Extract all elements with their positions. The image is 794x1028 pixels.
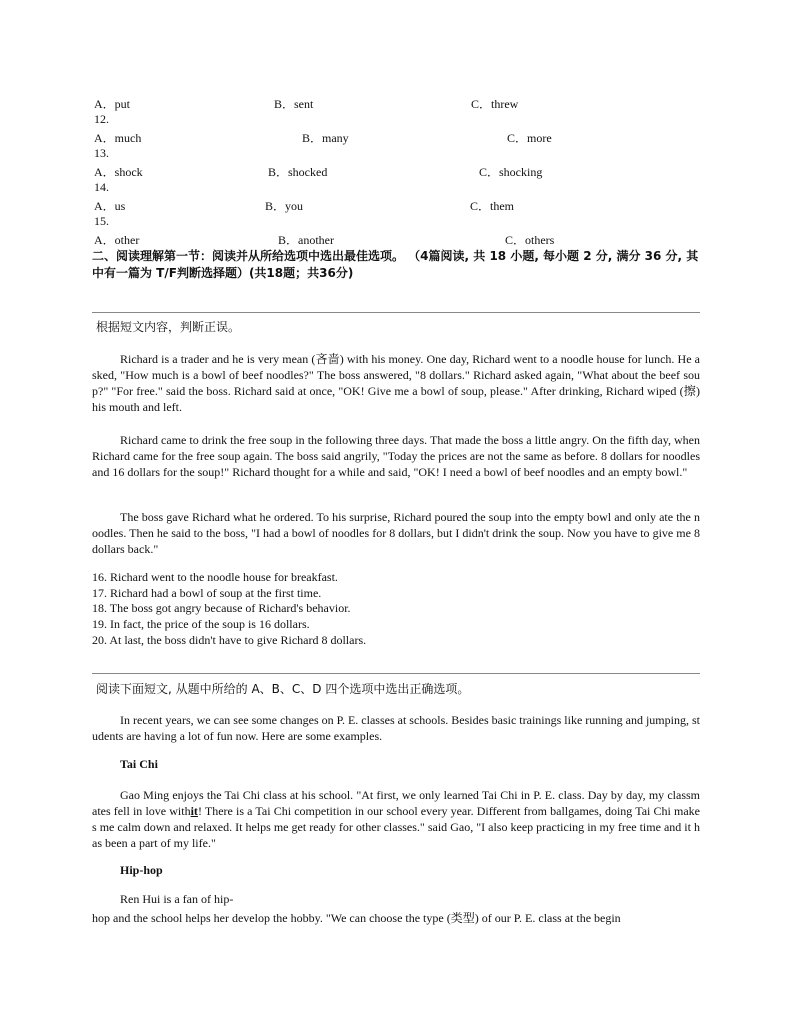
option-a: A．much (94, 131, 142, 145)
passage2-hiphop-line1: Ren Hui is a fan of hip- (120, 892, 234, 906)
section-heading: 二、阅读理解第一节：阅读并从所给选项中选出最佳选项。 （4篇阅读, 共 18 小题, 每小题 2 分, 满分 36 分, 其中有一篇为 T/F判断选择题）(共18题；共36分) (92, 249, 699, 280)
divider (92, 673, 700, 674)
passage1-paragraph-1: Richard is a trader and he is very mean (吝啬) with his money. One day, Richard went to a noodle house for lunch. He asked, "How much is a bowl of beef noodles?" The boss answered, "8 dollars." Richard asked again, "What about the beef soup?" "For free." said the boss. Richard said at once, "OK! Give me a bowl of soup, please." After drinking, Richard wiped (擦) his mouth and left. (92, 352, 700, 414)
underlined-word: it (190, 804, 198, 818)
question-18: 18. The boss got angry because of Richard's behavior. (92, 601, 351, 615)
option-a: A．other (94, 233, 140, 247)
option-a: A．shock (94, 165, 143, 179)
option-c: C．others (505, 233, 555, 247)
options-row-14 (94, 197, 714, 213)
question-number: 14. (94, 180, 109, 194)
divider (92, 312, 700, 313)
option-c: C．more (507, 131, 552, 145)
question-number: 15. (94, 214, 109, 228)
question-number: 12. (94, 112, 109, 126)
passage1-paragraph-3: The boss gave Richard what he ordered. To his surprise, Richard poured the soup into the empty bowl and only ate the noodles. Then he said to the boss, "I had a bowl of noodles for 8 dollars, but I didn't drink the soup. Now you have to give me 8 dollars back." (92, 510, 700, 556)
passage2-intro: In recent years, we can see some changes on P. E. classes at schools. Besides basic trainings like running and jumping, students are having a lot of fun now. Here are some examples. (92, 713, 700, 743)
options-row-15 (94, 231, 714, 247)
option-b: B．another (278, 233, 334, 247)
question-19: 19. In fact, the price of the soup is 16 dollars. (92, 617, 310, 631)
option-c: C．them (470, 199, 514, 213)
question-16: 16. Richard went to the noodle house for breakfast. (92, 570, 338, 584)
passage2-tai-chi-paragraph: Gao Ming enjoys the Tai Chi class at his school. "At first, we only learned Tai Chi in P. E. class. Day by day, my classmates fell in love withit! There is a Tai Chi competition in our school every year. Different from ballgames, doing Tai Chi makes me calm down and relaxed. It helps me get ready for other classes." said Gao, "I also keep practicing in my free time and it has been a part of my life." (92, 788, 700, 850)
options-row-12 (94, 129, 714, 145)
option-b: B．sent (274, 97, 314, 111)
option-b: B．shocked (268, 165, 328, 179)
subheading-tai-chi: Tai Chi (120, 757, 158, 771)
option-c: C．shocking (479, 165, 543, 179)
option-a: A．us (94, 199, 126, 213)
subheading-hip-hop: Hip-hop (120, 863, 163, 877)
options-row-13 (94, 163, 714, 179)
option-b: B．you (265, 199, 304, 213)
passage2-instruction: 阅读下面短文, 从题中所给的 A、B、C、D 四个选项中选出正确选项。 (96, 682, 470, 696)
option-c: C．threw (471, 97, 519, 111)
question-number: 13. (94, 146, 109, 160)
question-17: 17. Richard had a bowl of soup at the first time. (92, 586, 322, 600)
options-row-11 (94, 95, 714, 111)
passage2-hiphop-line2: hop and the school helps her develop the hobby. "We can choose the type (类型) of our P. E. class at the begin (92, 911, 621, 925)
passage1-instruction: 根据短文内容，判断正误。 (96, 320, 241, 334)
question-20: 20. At last, the boss didn't have to give Richard 8 dollars. (92, 633, 367, 647)
option-a: A．put (94, 97, 131, 111)
passage1-paragraph-2: Richard came to drink the free soup in the following three days. That made the boss a little angry. On the fifth day, when Richard came for the free soup again. The boss said angrily, "Today the prices are not the same as before. 8 dollars for noodles and 16 dollars for the soup!" Richard thought for a while and said, "OK! I need a bowl of beef noodles and an empty bowl." (92, 433, 700, 479)
option-b: B．many (302, 131, 349, 145)
